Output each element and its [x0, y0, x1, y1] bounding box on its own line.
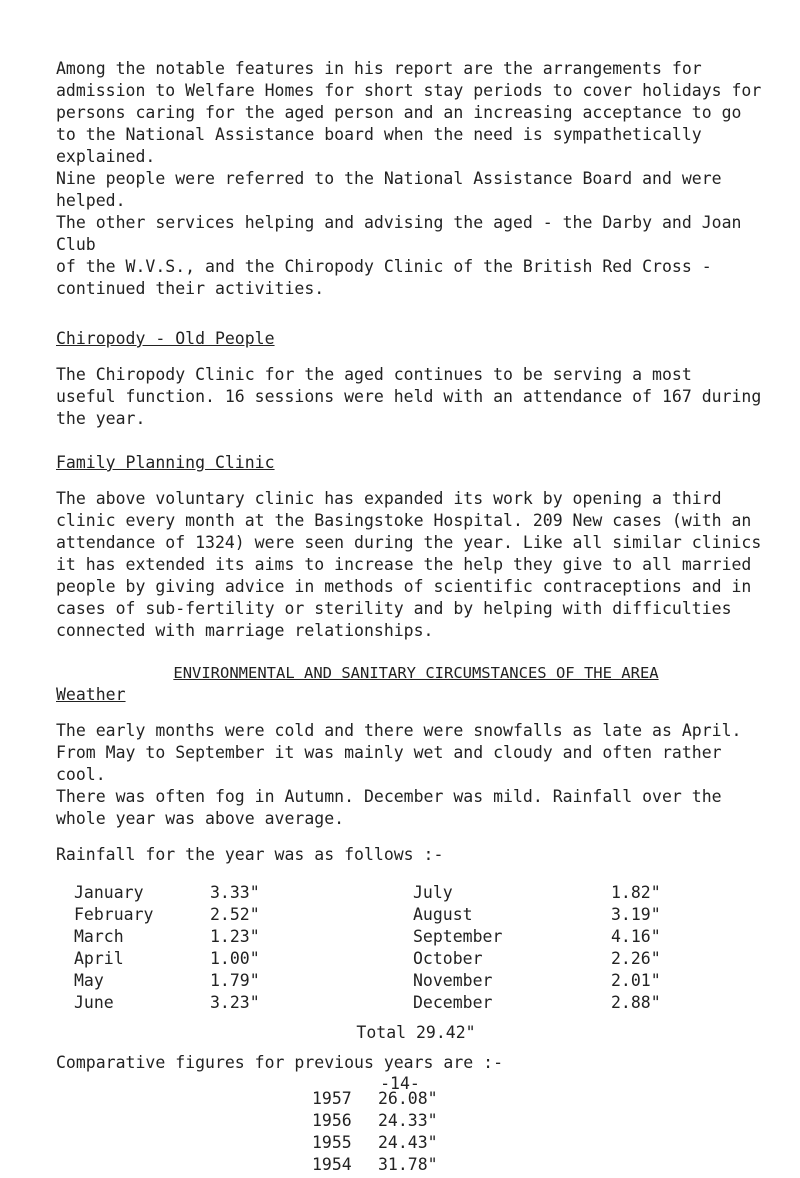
comparative-table	[56, 1088, 776, 1178]
month-label: April	[74, 949, 124, 968]
rainfall-total: Total 29.42"	[356, 1023, 476, 1042]
year-label: 1954	[312, 1155, 352, 1174]
rainfall-row	[413, 882, 661, 904]
rainfall-row	[74, 970, 260, 992]
rainfall-row	[413, 904, 661, 926]
rainfall-intro: Rainfall for the year was as follows :-	[56, 845, 444, 864]
month-label: May	[74, 971, 104, 990]
rainfall-value: 2.52"	[210, 905, 260, 924]
month-label: November	[413, 971, 493, 990]
environmental-section-heading: ENVIRONMENTAL AND SANITARY CIRCUMSTANCES OF THE AREA	[173, 664, 659, 682]
year-label: 1956	[312, 1111, 352, 1130]
rainfall-table	[56, 882, 776, 1022]
year-rainfall-value: 24.33"	[378, 1111, 438, 1130]
comparative-intro: Comparative figures for previous years are :-	[56, 1053, 504, 1072]
month-label: July	[413, 883, 453, 902]
month-label: December	[413, 993, 493, 1012]
rainfall-value: 1.79"	[210, 971, 260, 990]
month-label: August	[413, 905, 473, 924]
year-rainfall-value: 31.78"	[378, 1155, 438, 1174]
year-rainfall-value: 26.08"	[378, 1089, 438, 1108]
rainfall-row	[413, 948, 661, 970]
rainfall-value: 2.26"	[611, 949, 661, 968]
weather-text: The early months were cold and there were snowfalls as late as April. From May to September it was mainly wet and cloudy and often rather cool. There was often fog in Autumn. December was mild. Rainfall over the whole year was above average.	[56, 721, 742, 828]
rainfall-row	[74, 948, 260, 970]
rainfall-value: 2.88"	[611, 993, 661, 1012]
rainfall-value: 3.19"	[611, 905, 661, 924]
rainfall-row	[413, 926, 661, 948]
rainfall-row	[74, 926, 260, 948]
chiropody-text: The Chiropody Clinic for the aged continues to be serving a most useful function. 16 sessions were held with an attendance of 167 during the year.	[56, 365, 762, 428]
comparative-row	[312, 1132, 800, 1154]
family-planning-heading: Family Planning Clinic	[56, 453, 275, 472]
rainfall-column-left	[74, 882, 260, 1014]
year-label: 1955	[312, 1133, 352, 1152]
rainfall-row	[74, 882, 260, 904]
rainfall-value: 1.00"	[210, 949, 260, 968]
rainfall-value: 3.33"	[210, 883, 260, 902]
year-label: 1957	[312, 1089, 352, 1108]
rainfall-value: 1.82"	[611, 883, 661, 902]
rainfall-value: 2.01"	[611, 971, 661, 990]
month-label: January	[74, 883, 144, 902]
month-label: September	[413, 927, 503, 946]
month-label: March	[74, 927, 124, 946]
weather-heading: Weather	[56, 685, 126, 704]
rainfall-row	[413, 970, 661, 992]
rainfall-row	[74, 992, 260, 1014]
rainfall-column-right	[413, 882, 661, 1014]
intro-paragraph: Among the notable features in his report are the arrangements for admission to Welfare Homes for short stay periods to cover holidays for persons caring for the aged person and an increasing acceptance to go to the National Assistance board when the need is sympathetically explained. Nine people were referred to the National Assistance Board and were helped. The other services helping and advising the aged - the Darby and Joan Club of the W.V.S., and the Chiropody Clinic of the British Red Cross - continued their activities.	[56, 59, 762, 298]
month-label: February	[74, 905, 154, 924]
family-planning-text: The above voluntary clinic has expanded its work by opening a third clinic every month at the Basingstoke Hospital. 209 New cases (with an attendance of 1324) were seen during the year. Like all similar clinics it has extended its aims to increase the help they give to all married people by giving advice in methods of scientific contraceptions and in cases of sub-fertility or sterility and by helping with difficulties connected with marriage relationships.	[56, 489, 762, 640]
month-label: October	[413, 949, 483, 968]
page-number: -14-	[380, 1074, 420, 1093]
rainfall-value: 3.23"	[210, 993, 260, 1012]
year-rainfall-value: 24.43"	[378, 1133, 438, 1152]
rainfall-value: 1.23"	[210, 927, 260, 946]
month-label: June	[74, 993, 114, 1012]
document-page	[56, 58, 776, 1178]
chiropody-heading: Chiropody - Old People	[56, 329, 275, 348]
rainfall-value: 4.16"	[611, 927, 661, 946]
comparative-row	[312, 1154, 800, 1176]
rainfall-row	[413, 992, 661, 1014]
rainfall-row	[74, 904, 260, 926]
comparative-row	[312, 1110, 800, 1132]
